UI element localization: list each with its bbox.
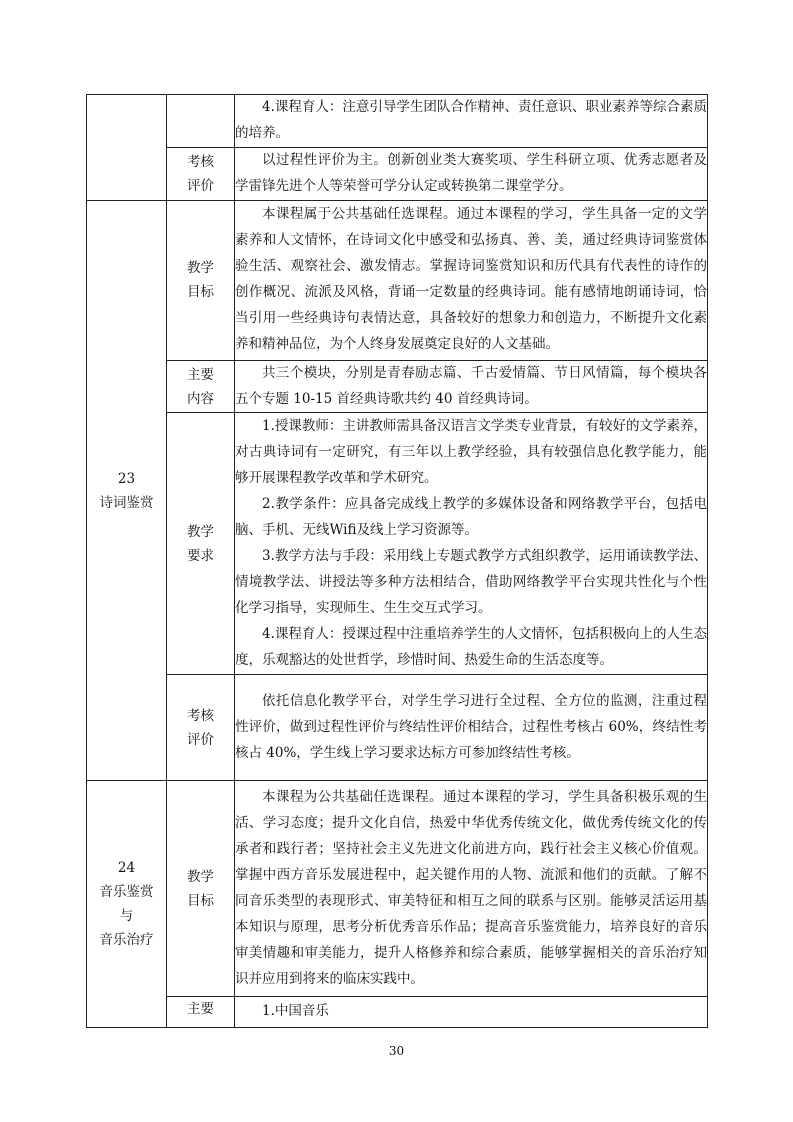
requirement-item: 3.教学方法与手段：采用线上专题式教学方式组织教学，运用诵读教学法、情境教学法、讲授法等多种方法相结合，借助网络教学平台实现共性化与个性化学习指导，实现师生、生生交互式学习。	[235, 547, 707, 616]
row-label-teaching-goal: 教学 目标	[167, 781, 235, 997]
table-row	[87, 147, 708, 200]
assessment-text: 依托信息化教学平台，对学生学习进行全过程、全方位的监测，注重过程性评价，做到过程性评价与终结性评价相结合，过程性考核占 60%，终结性考核占 40%，学生线上学习要求达标方可参加终结性考核。	[235, 675, 708, 781]
table-row	[87, 675, 708, 781]
requirement-item: 1.授课教师：主讲教师需具备汉语言文学类专业背景，有较好的文学素养，对古典诗词有一定研究，有三年以上教学经验，具有较强信息化教学能力，能够开展课程教学改革和学术研究。	[235, 418, 707, 487]
course-cell-23	[87, 200, 167, 781]
table-row	[87, 95, 708, 148]
main-content-text: 共三个模块，分别是青春励志篇、千古爱情篇、节日风情篇，每个模块各五个专题 10-15 首经典诗歌共约 40 首经典诗词。	[235, 360, 708, 413]
table-row	[87, 997, 708, 1028]
row-label-empty	[167, 95, 235, 148]
course-cell-previous	[87, 95, 167, 201]
course-table	[86, 94, 708, 1028]
requirement-item: 2.教学条件：应具备完成线上教学的多媒体设备和网络教学平台，包括电脑、手机、无线Wifi及线上学习资源等。	[235, 496, 707, 539]
teaching-requirements-text	[235, 413, 708, 675]
row-label-teaching-goal: 教学 目标	[167, 200, 235, 360]
course-number: 23	[117, 470, 136, 487]
table-row	[87, 413, 708, 675]
requirement-item-4-prev: 4.课程育人：注意引导学生团队合作精神、责任意识、职业素养等综合素质的培养。	[235, 95, 708, 148]
teaching-goal-text: 本课程属于公共基础任选课程。通过本课程的学习，学生具备一定的文学素养和人文情怀，在诗词文化中感受和弘扬真、善、美，通过经典诗词鉴赏体验生活、观察社会、激发情志。掌握诗词鉴赏知识和历代具有代表性的诗作的创作概况、流派及风格，背诵一定数量的经典诗词。能有感情地朗诵诗词，恰当引用一些经典诗句表情达意，具备较好的想象力和创造力，不断提升文化素养和精神品位，为个人终身发展奠定良好的人文基础。	[235, 200, 708, 360]
table-row	[87, 200, 708, 360]
main-content-text: 1.中国音乐	[235, 997, 708, 1028]
course-name-line: 音乐治疗	[99, 932, 154, 949]
table-row	[87, 781, 708, 997]
course-name-line: 音乐鉴赏	[99, 884, 154, 901]
row-label-teaching-requirements: 教学 要求	[167, 413, 235, 675]
table-row	[87, 360, 708, 413]
course-name-line: 与	[119, 908, 134, 925]
course-cell-24	[87, 781, 167, 1028]
row-label-main-content: 主要	[167, 997, 235, 1028]
page-number: 30	[388, 1044, 405, 1058]
teaching-goal-text: 本课程为公共基础任选课程。通过本课程的学习，学生具备积极乐观的生活、学习态度；提升文化自信，热爱中华优秀传统文化，做优秀传统文化的传承者和践行者；坚持社会主义先进文化前进方向，践行社会主义核心价值观。掌握中西方音乐发展进程中，起关键作用的人物、流派和他们的贡献。了解不同音乐类型的表现形式、审美特征和相互之间的联系与区别。能够灵活运用基本知识与原理，思考分析优秀音乐作品；提高音乐鉴赏能力，培养良好的音乐审美情趣和审美能力，提升人格修养和综合素质，能够掌握相关的音乐治疗知识并应用到将来的临床实践中。	[235, 781, 708, 997]
row-label-main-content: 主要 内容	[167, 360, 235, 413]
requirement-item: 4.课程育人：授课过程中注重培养学生的人文情怀，包括积极向上的人生态度，乐观豁达的处世哲学，珍惜时间、热爱生命的生活态度等。	[235, 625, 707, 668]
row-label-assessment: 考核 评价	[167, 147, 235, 200]
course-number: 24	[117, 860, 136, 877]
course-name: 诗词鉴赏	[99, 494, 154, 511]
row-label-assessment: 考核 评价	[167, 675, 235, 781]
assessment-text-prev: 以过程性评价为主。创新创业类大赛奖项、学生科研立项、优秀志愿者及学雷锋先进个人等荣誉可学分认定或转换第二课堂学分。	[235, 147, 708, 200]
